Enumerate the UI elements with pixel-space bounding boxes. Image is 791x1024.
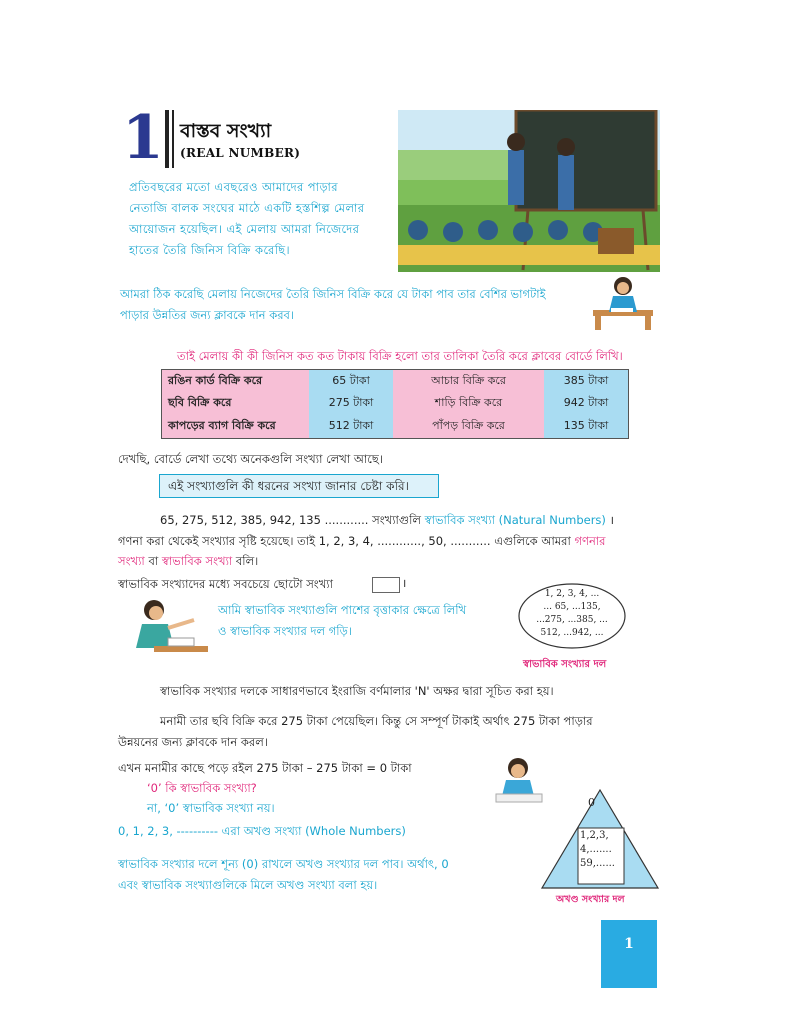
decision-paragraph	[120, 284, 590, 326]
decision-line: পাড়ার উন্নতির জন্য ক্লাবকে দান করব।	[120, 308, 295, 322]
table-cell-item: কাপড়ের ব্যাগ বিক্রি করে	[162, 415, 309, 438]
table-intro: তাই মেলায় কী কী জিনিস কত কত টাকায় বিক্রি হলো তার তালিকা তৈরি করে ক্লাবের বোর্ডে লিখি।	[177, 349, 623, 363]
question-box	[159, 474, 439, 498]
zero-answer: না, ‘0’ স্বাভাবিক সংখ্যা নয়।	[147, 801, 275, 815]
manami-line-1: মনামী তার ছবি বিক্রি করে 275 টাকা পেয়েছিল। কিন্তু সে সম্পূর্ণ টাকাই অর্থাৎ 275 টাকা পাড়ার	[160, 714, 593, 728]
triangle-line: 4,.......	[580, 844, 612, 855]
natural-line-2	[118, 533, 605, 552]
triangle-caption: অখণ্ড সংখ্যার দল	[556, 894, 625, 905]
whole-line: স্বাভাবিক সংখ্যার দলে শূন্য (0) রাখলে অখণ্ড সংখ্যার দল পাব। অর্থাৎ, 0	[118, 857, 449, 871]
table-cell-item: পাঁপড় বিক্রি করে	[393, 415, 544, 438]
connector-text: বা	[148, 554, 159, 568]
table-cell-item: ছবি বিক্রি করে	[162, 393, 309, 416]
table-cell-item: রঙিন কার্ড বিক্রি করে	[162, 370, 309, 393]
sentence-end: ।	[402, 576, 407, 590]
whole-line: এবং স্বাভাবিক সংখ্যাগুলিকে মিলে অখণ্ড সংখ্যা বলা হয়।	[118, 878, 378, 892]
natural-numbers-list: 65, 275, 512, 385, 942, 135 ............ সংখ্যাগুলি	[160, 513, 421, 527]
intro-line: আয়োজন হয়েছিল। এই মেলায় আমরা নিজেদের	[129, 222, 360, 236]
whole-numbers-line: 0, 1, 2, 3, ---------- এরা অখণ্ড সংখ্যা (Whole Numbers)	[118, 824, 406, 838]
question-text: এই সংখ্যাগুলি কী ধরনের সংখ্যা জানার চেষ্টা করি।	[168, 479, 409, 493]
table-cell-amount: 275 টাকা	[309, 393, 393, 416]
table-cell-amount: 385 টাকা	[544, 370, 628, 393]
triangle-contents	[580, 829, 615, 871]
page-number-tab	[601, 920, 657, 988]
smallest-line	[118, 576, 333, 595]
sentence-end: বলি।	[235, 554, 259, 568]
counting-term-cont: সংখ্যা	[118, 554, 145, 568]
girl-at-desk-illustration	[593, 272, 653, 332]
manami-calc: এখন মনামীর কাছে পড়ে রইল 275 টাকা – 275 টাকা = 0 টাকা	[118, 761, 412, 775]
counting-text: গণনা করা থেকেই সংখ্যার সৃষ্টি হয়েছে। তাই 1, 2, 3, 4, ............, 50, ........... এগুলিকে আমরা	[118, 534, 571, 548]
chapter-divider-thin	[172, 110, 174, 168]
natural-line-3	[118, 553, 258, 572]
table-cell-amount: 135 টাকা	[544, 415, 628, 438]
sales-table	[161, 369, 629, 439]
intro-paragraph	[129, 177, 395, 261]
chapter-subtitle: (REAL NUMBER)	[180, 146, 301, 160]
table-cell-item: শাড়ি বিক্রি করে	[393, 393, 544, 416]
natural-term: স্বাভাবিক সংখ্যা	[161, 554, 233, 568]
answer-blank-box	[372, 577, 400, 593]
manami-line-2: উন্নয়নের জন্য ক্লাবকে দান করল।	[118, 735, 268, 749]
intro-line: হাতের তৈরি জিনিস বিক্রি করেছি।	[129, 243, 290, 257]
intro-line: প্রতিবছরের মতো এবছরেও আমাদের পাড়ার	[129, 180, 339, 194]
circle-line: ...275, ...385, ...	[536, 615, 608, 625]
smallest-question: স্বাভাবিক সংখ্যাদের মধ্যে সবচেয়ে ছোটো সংখ্যা	[118, 577, 333, 591]
board-note: দেখছি, বোর্ডে লেখা তথ্যে অনেকগুলি সংখ্যা লেখা আছে।	[118, 452, 383, 466]
chapter-divider	[165, 110, 169, 168]
triangle-line: 1,2,3,	[580, 830, 609, 841]
teacher-line: আমি স্বাভাবিক সংখ্যাগুলি পাশের বৃত্তাকার ক্ষেত্রে লিখি	[218, 603, 467, 617]
triangle-line: 59,......	[580, 858, 615, 869]
natural-numbers-term: স্বাভাবিক সংখ্যা (Natural Numbers)	[424, 513, 606, 527]
table-cell-item: আচার বিক্রি করে	[393, 370, 544, 393]
decision-line: আমরা ঠিক করেছি মেলায় নিজেদের তৈরি জিনিস বিক্রি করে যে টাকা পাব তার বেশির ভাগটাই	[120, 287, 546, 301]
counting-term: গণনার	[574, 534, 606, 548]
circle-caption: স্বাভাবিক সংখ্যার দল	[523, 659, 607, 670]
classroom-illustration	[398, 110, 660, 272]
teacher-line: ও স্বাভাবিক সংখ্যার দল গড়ি।	[218, 624, 352, 638]
sentence-end: ।	[609, 513, 614, 527]
circle-line: 512, ...942, ...	[540, 628, 604, 638]
teacher-speech	[218, 600, 518, 642]
table-cell-amount: 65 টাকা	[309, 370, 393, 393]
table-cell-amount: 942 টাকা	[544, 393, 628, 416]
whole-paragraph	[118, 854, 538, 896]
intro-line: নেতাজি বালক সংঘের মাঠে একটি হস্তশিল্প মেলার	[129, 201, 365, 215]
triangle-zero: 0	[588, 796, 595, 809]
circle-line: ... 65, ...135,	[543, 602, 601, 612]
chapter-number: 1	[122, 103, 164, 173]
chapter-title: বাস্তব সংখ্যা	[180, 120, 272, 142]
natural-line-1	[160, 512, 614, 531]
zero-question: ‘0’ কি স্বাভাবিক সংখ্যা?	[147, 781, 257, 795]
circle-contents	[517, 588, 627, 640]
table-cell-amount: 512 টাকা	[309, 415, 393, 438]
teacher-illustration	[124, 598, 208, 662]
girl-writing-illustration	[490, 756, 546, 806]
symbol-line: স্বাভাবিক সংখ্যার দলকে সাধারণভাবে ইংরাজি বর্ণমালার 'N' অক্ষর দ্বারা সূচিত করা হয়।	[160, 684, 554, 698]
circle-line: 1, 2, 3, 4, ...	[544, 589, 600, 599]
page-number: 1	[624, 936, 634, 952]
